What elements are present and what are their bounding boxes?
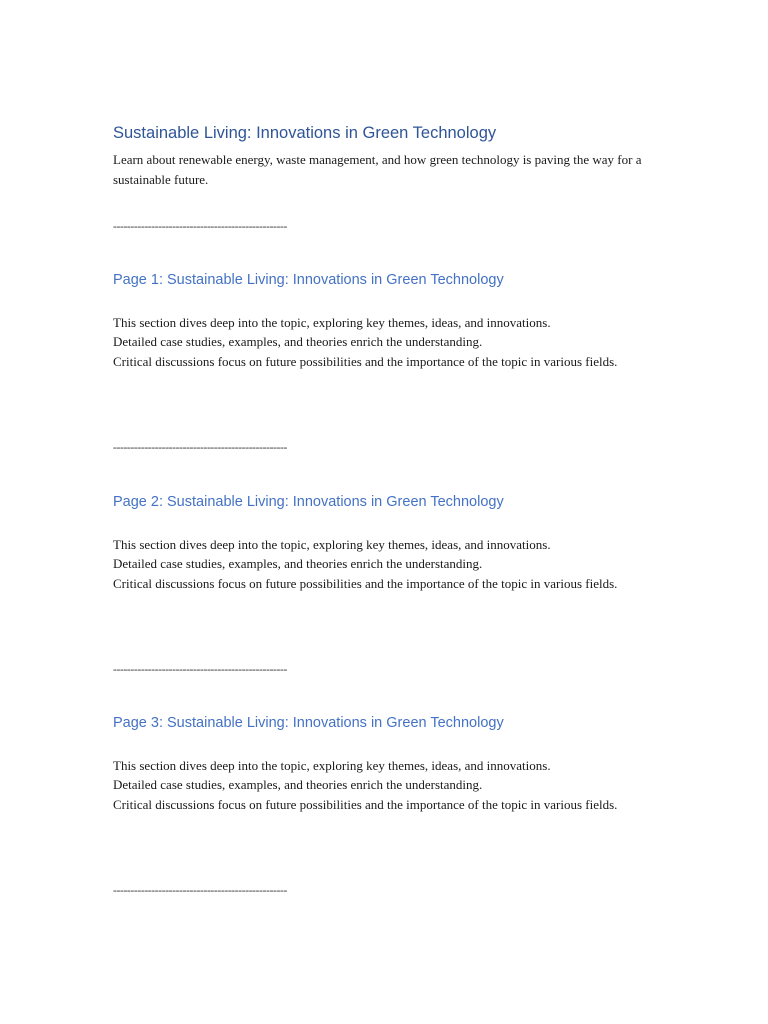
section-body-page-2	[113, 535, 668, 593]
section-heading-page-3: Page 3: Sustainable Living: Innovations in Green Technology	[113, 715, 504, 731]
section-body-line: Detailed case studies, examples, and theories enrich the understanding.	[113, 777, 483, 793]
section-body-page-1	[113, 313, 668, 371]
section-heading-page-1: Page 1: Sustainable Living: Innovations in Green Technology	[113, 272, 504, 288]
section-divider: --------------------------------------------------	[113, 221, 287, 233]
section-body-line: Detailed case studies, examples, and theories enrich the understanding.	[113, 334, 483, 350]
section-body-line: Detailed case studies, examples, and theories enrich the understanding.	[113, 556, 483, 572]
section-heading-page-2: Page 2: Sustainable Living: Innovations in Green Technology	[113, 494, 504, 510]
section-body-page-3	[113, 756, 668, 814]
document-title: Sustainable Living: Innovations in Green Technology	[113, 124, 497, 142]
section-body-line: Critical discussions focus on future possibilities and the importance of the topic in various fields.	[113, 796, 618, 812]
document-intro: Learn about renewable energy, waste management, and how green technology is paving the way for a sustainable future.	[113, 152, 642, 187]
section-divider: --------------------------------------------------	[113, 885, 287, 897]
section-divider: --------------------------------------------------	[113, 442, 287, 454]
section-body-line: This section dives deep into the topic, exploring key themes, ideas, and innovations.	[113, 315, 551, 330]
section-divider: --------------------------------------------------	[113, 664, 287, 676]
section-body-line: Critical discussions focus on future possibilities and the importance of the topic in various fields.	[113, 575, 618, 591]
section-body-line: Critical discussions focus on future possibilities and the importance of the topic in various fields.	[113, 353, 618, 369]
section-body-line: This section dives deep into the topic, exploring key themes, ideas, and innovations.	[113, 758, 551, 773]
section-body-line: This section dives deep into the topic, exploring key themes, ideas, and innovations.	[113, 537, 551, 552]
